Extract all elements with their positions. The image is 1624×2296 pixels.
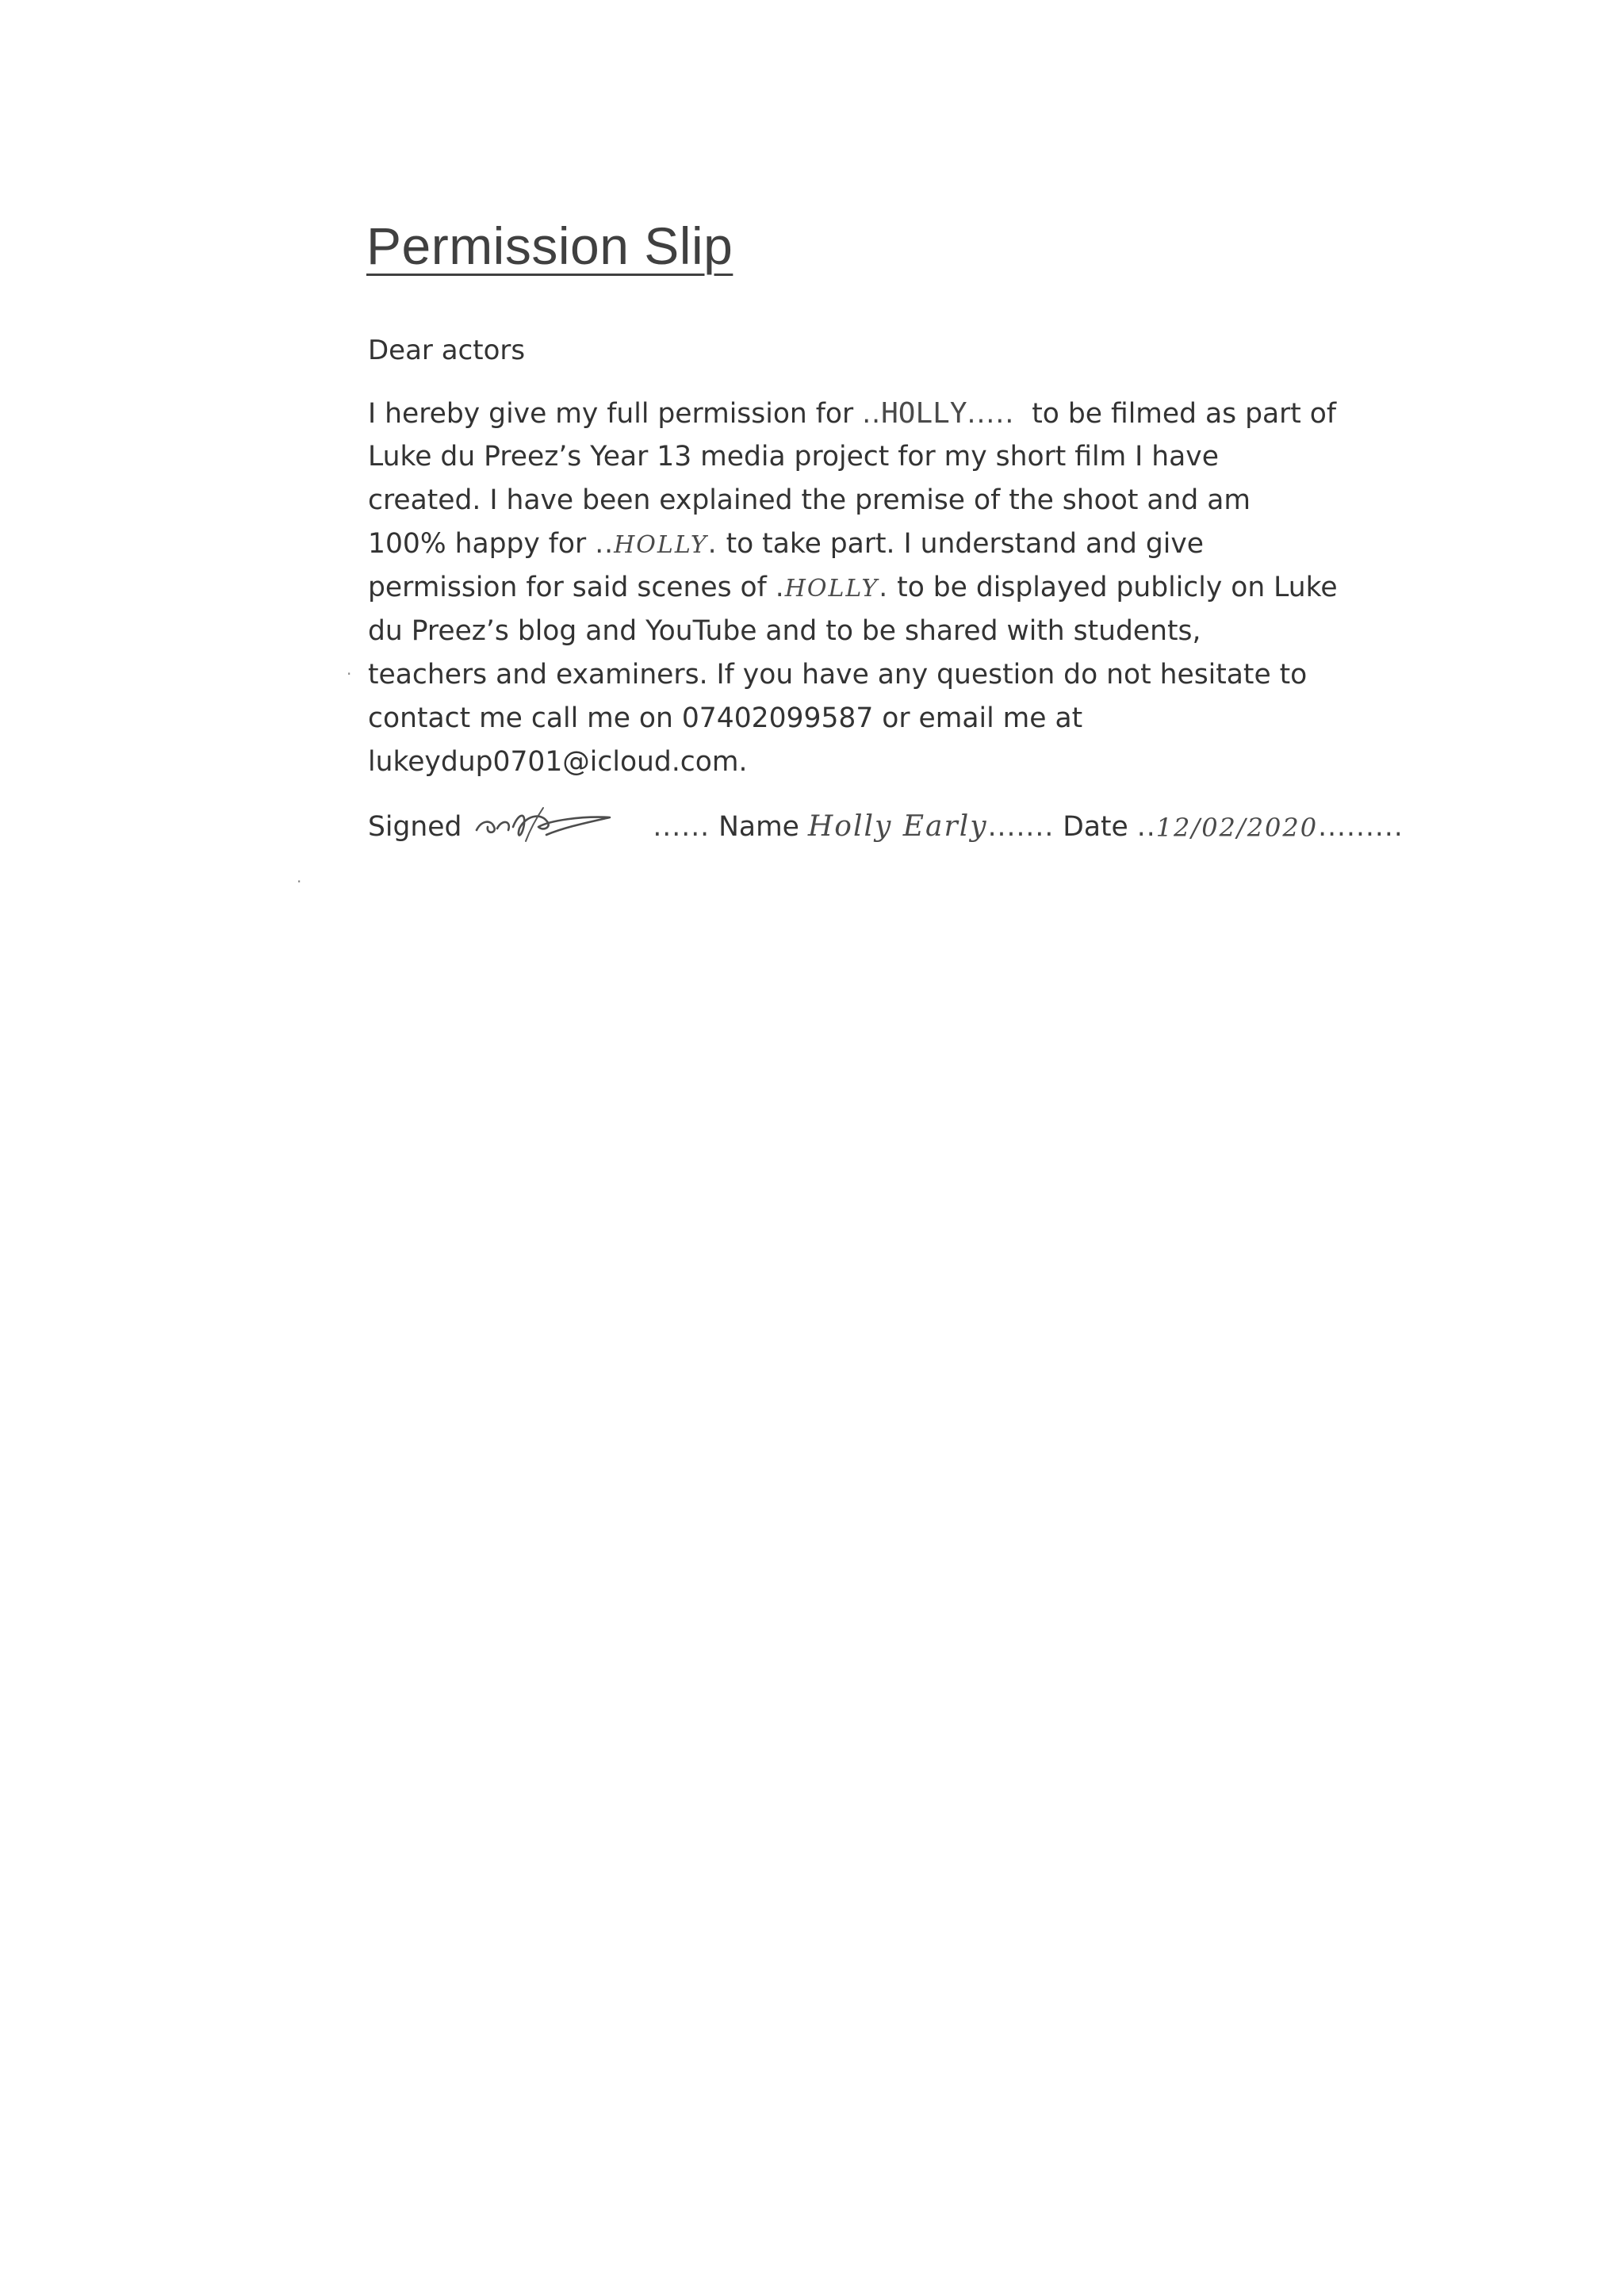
handwritten-name: Holly Early: [807, 810, 988, 843]
signature-row: Signed ...... Name Holly Early ....... Date .. 12/02/2020 .........: [368, 795, 1404, 843]
text-line-7: teachers and examiners. If you have any question do not hesitate to: [368, 659, 1308, 691]
text-line-2: Luke du Preez’s Year 13 media project for my short film I have: [368, 441, 1219, 473]
text-line-6: du Preez’s blog and YouTube and to be shared with students,: [368, 615, 1201, 647]
handwritten-actor-name: HOLLY: [881, 397, 967, 430]
text-line-3: created. I have been explained the premise of the shoot and am: [368, 484, 1251, 516]
scan-speck: ·: [297, 872, 302, 891]
handwritten-actor-name: HOLLY: [784, 575, 879, 603]
handwritten-signature: [470, 797, 653, 843]
text-line-4: 100% happy for ..HOLLY. to take part. I understand and give: [368, 528, 1205, 560]
name-label: Name: [710, 811, 808, 843]
text-line-8: contact me call me on 07402099587 or email me at: [368, 702, 1083, 734]
date-label: Date: [1054, 811, 1137, 843]
handwritten-actor-name: HOLLY: [614, 531, 708, 559]
text-line-1: I hereby give my full permission for ..HOLLY..... to be filmed as part of: [368, 397, 1337, 430]
greeting: Dear actors: [368, 335, 526, 366]
text-line-5: permission for said scenes of .HOLLY. to be displayed publicly on Luke: [368, 572, 1338, 603]
handwritten-date: 12/02/2020: [1155, 813, 1319, 843]
scan-speck: ·: [347, 664, 352, 683]
permission-text: [368, 392, 1351, 784]
text-line-9: lukeydup0701@icloud.com.: [368, 746, 748, 778]
signed-label: Signed: [368, 811, 471, 843]
document-title: Permission Slip: [366, 216, 733, 275]
